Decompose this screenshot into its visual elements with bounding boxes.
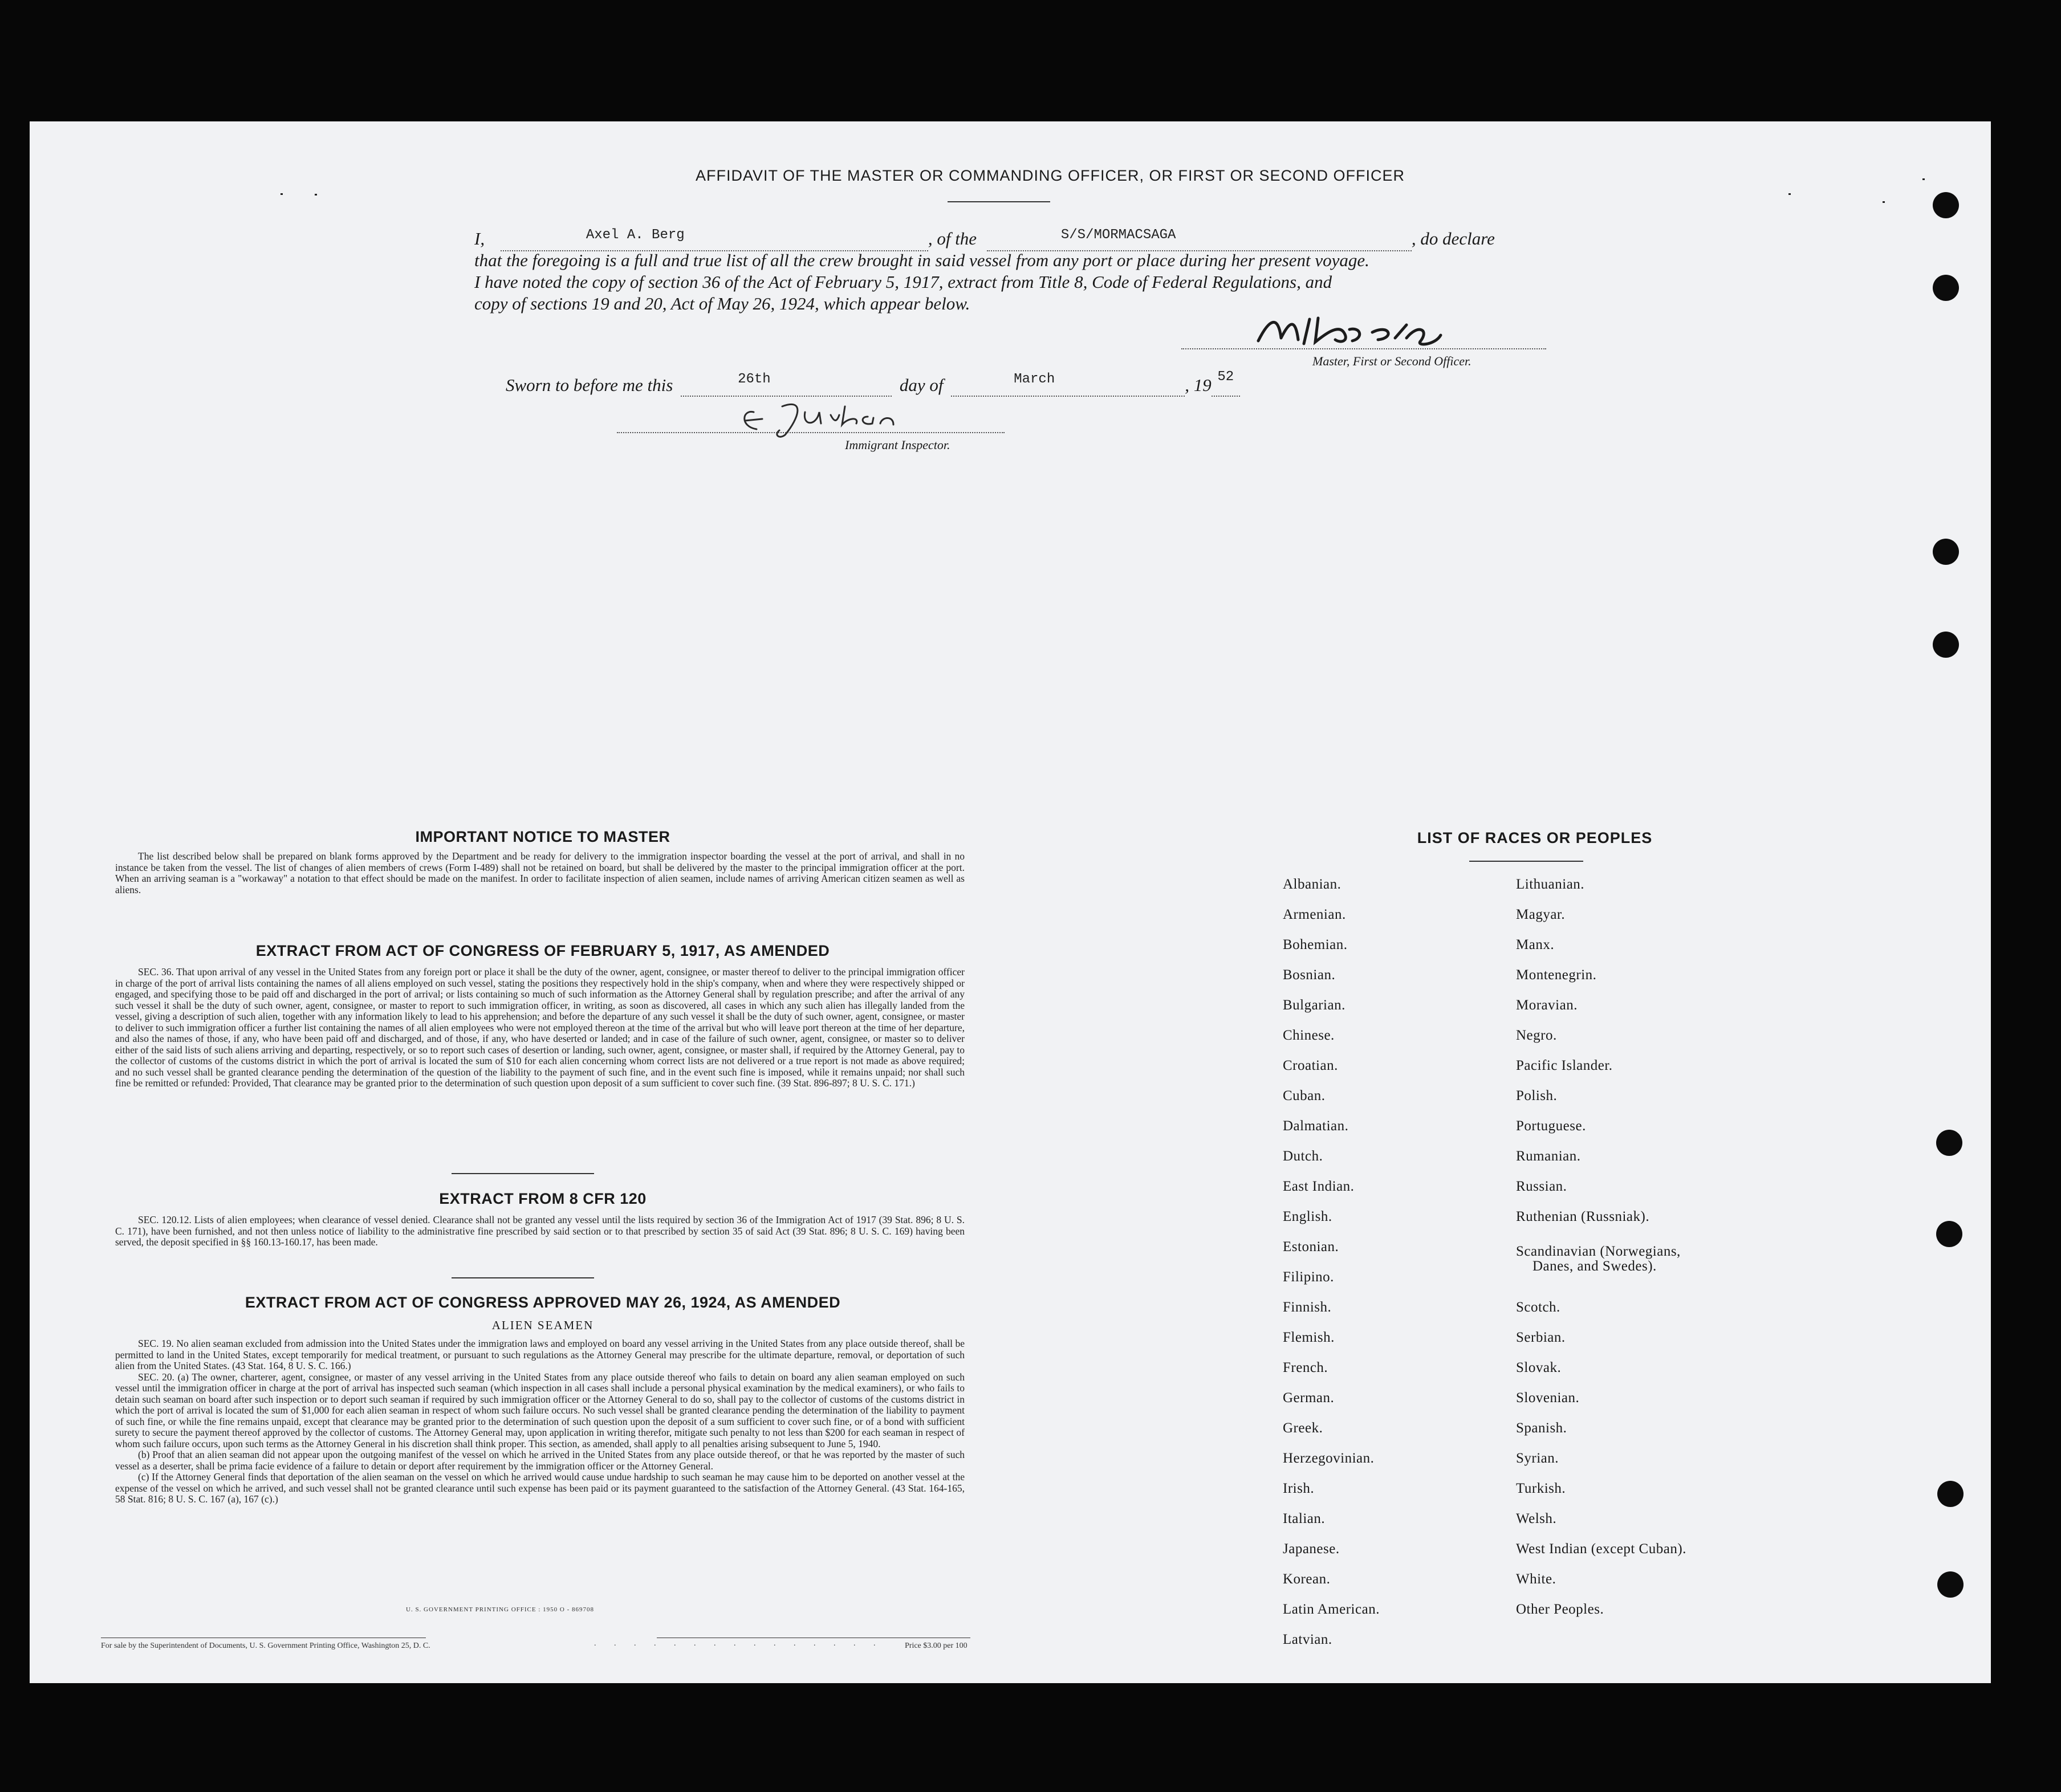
punch-hole [1933,539,1959,565]
title-rule [948,201,1050,202]
race-item: Estonian. [1283,1239,1339,1255]
footer-price: Price $3.00 per 100 [905,1642,968,1650]
race-item: West Indian (except Cuban). [1516,1541,1686,1557]
affidavit-title: AFFIDAVIT OF THE MASTER OR COMMANDING OFFICER, OR FIRST OR SECOND OFFICER [695,167,1405,184]
notice-title: IMPORTANT NOTICE TO MASTER [415,828,670,845]
vessel-value: S/S/MORMACSAGA [1060,227,1176,243]
master-signature-line [1181,348,1546,349]
race-item: Scotch. [1516,1300,1560,1315]
punch-hole [1933,275,1959,301]
do-declare-label: , do declare [1411,229,1495,249]
sec-19-paragraph: SEC. 19. No alien seaman excluded from admission into the United States under the immigration laws and employed on board any vessel arriving in the United States from any place outside thereof, shall be permitted to land in the United States, except temporarily for medical treatment, or pursuant to such regulations as the Attorney General may prescribe for the ultimate departure, removal, or deportation of such alien from the United States. (43 Stat. 164, 8 U. S. C. 166.) [115,1338,965,1371]
race-item: Finnish. [1283,1300,1332,1315]
race-item: Lithuanian. [1516,877,1585,892]
extract-1924-title: EXTRACT FROM ACT OF CONGRESS APPROVED MAY 26, 1924, AS AMENDED [245,1294,841,1311]
race-item: Polish. [1516,1088,1558,1103]
sec-20a-paragraph: SEC. 20. (a) The owner, charterer, agent, consignee, or master of any vessel arriving in the United States from any place outside thereof who fails to detain on board any alien seaman employed on such vessel until the immigration officer in charge at the port of arrival has inspected such seaman (which inspection in all cases shall include a personal physical examination by the medical examiners), or who fails to detain such seaman on board after such inspection or to deport such seaman if required by such immigration officer or the Attorney General to do so, shall pay to the collector of customs of the customs district in which the port of arrival is located the sum of $1,000 for each alien seaman in respect of whom such failure occurs. No such vessel shall be granted clearance pending the determination of the liability to payment of such fine, or while the fine remains unpaid, except that clearance may be granted prior to the determination of such question upon the deposit of a sum sufficient to cover such fine, or of a bond with sufficient surety to secure the payment thereof approved by the collector of customs. The Attorney General may, upon application in writing therefor, mitigate such penalty to not less than $200 for each seaman in respect of whom such failure occurs, upon such terms as the Attorney General in his discretion shall think proper. This section, as amended, shall apply to all penalties arising subsequent to June 5, 1940. [115,1371,965,1449]
of-the-label: , of the [928,229,977,249]
inspector-signature [731,395,959,441]
race-item: Syrian. [1516,1451,1559,1466]
race-item: Slovak. [1516,1360,1562,1375]
race-item: Bulgarian. [1283,997,1345,1013]
race-item: Albanian. [1283,877,1342,892]
inspector-title: Immigrant Inspector. [845,438,950,452]
race-item: Welsh. [1516,1511,1557,1526]
race-item: Cuban. [1283,1088,1326,1103]
master-name-field[interactable] [501,227,928,251]
race-item: Moravian. [1516,997,1578,1013]
races-title-rule [1469,861,1583,862]
race-item: Pacific Islander. [1516,1058,1613,1073]
race-item: French. [1283,1360,1328,1375]
punch-hole [1937,1481,1964,1507]
race-item: Montenegrin. [1516,967,1597,983]
race-item: Filipino. [1283,1269,1334,1285]
notice-paragraph: The list described below shall be prepared on blank forms approved by the Department and be ready for delivery to the immigration inspector boarding the vessel at the port of arrival, and shall in no instance be taken from the vessel. The list of changes of alien members of crews (Form I-489) shall not be retained on board, but shall be delivered by the master to the principal immigration officer at the port. When an arriving seaman is a "workaway" a notation to that effect should be made on the manifest. In order to facilitate inspection of alien seamen, include names of arriving American citizen seamen as well as aliens. [115,850,965,895]
race-item: Japanese. [1283,1541,1340,1557]
race-item: Danes, and Swedes). [1532,1259,1657,1274]
race-item: Russian. [1516,1179,1567,1194]
race-item: White. [1516,1571,1556,1587]
master-name-value: Axel A. Berg [586,227,685,243]
race-item: Manx. [1516,937,1555,952]
affidavit-line-3: I have noted the copy of section 36 of the Act of February 5, 1917, extract from Title 8, Code of Federal Regulations, and [474,272,1332,292]
races-title: LIST OF RACES OR PEOPLES [1417,829,1653,846]
race-item: Irish. [1283,1481,1315,1496]
race-item: Korean. [1283,1571,1331,1587]
year-field[interactable] [1212,369,1240,397]
notice-text [115,851,965,895]
punch-hole [1933,632,1959,658]
extract-cfr-title: EXTRACT FROM 8 CFR 120 [439,1190,647,1207]
dust-speck [315,194,317,196]
race-item: Croatian. [1283,1058,1338,1073]
race-item: Turkish. [1516,1481,1566,1496]
punch-hole [1936,1221,1962,1247]
dust-speck [281,193,283,195]
extract-1924-text [115,1338,965,1505]
race-item: East Indian. [1283,1179,1355,1194]
race-item: English. [1283,1209,1332,1224]
i-label: I, [474,229,485,249]
extract-1924-subtitle: ALIEN SEAMEN [491,1318,594,1332]
affidavit-line-4: copy of sections 19 and 20, Act of May 26, 1924, which appear below. [474,294,970,313]
punch-hole [1937,1571,1964,1598]
sec-20b-paragraph: (b) Proof that an alien seaman did not appear upon the outgoing manifest of the vessel on which he arrived in the United States from any place outside thereof, or that he was reported by the master of such vessel as a deserter, shall be prima facie evidence of a failure to detain or deport after requirement by the immigration officer or the Attorney General. [115,1449,965,1472]
sworn-line [506,369,1240,397]
race-item: Herzegovinian. [1283,1451,1375,1466]
race-item: Negro. [1516,1028,1557,1043]
form-page [30,121,1991,1683]
race-item: Magyar. [1516,907,1566,922]
extract-cfr-paragraph: SEC. 120.12. Lists of alien employees; when clearance of vessel denied. Clearance shall not be granted any vessel until the lists required by section 36 of the Immigration Act of 1917 (39 Stat. 896; 8 U. S. C. 171), have been furnished, and not then unless notice of liability to the administrative fine prescribed by said section or to that prescribed by section 35 of said Act (39 Stat. 896; 8 U. S. C. 169) having been served, the deposit specified in §§ 160.13-160.17, has been made. [115,1214,965,1248]
race-item: Latin American. [1283,1602,1380,1617]
day-of-label: day of [899,375,944,395]
dust-speck [1922,178,1925,180]
race-item: Serbian. [1516,1330,1566,1345]
extract-1917-title: EXTRACT FROM ACT OF CONGRESS OF FEBRUARY 5, 1917, AS AMENDED [255,942,830,959]
race-item: Latvian. [1283,1632,1332,1647]
race-item: Flemish. [1283,1330,1335,1345]
race-item: German. [1283,1390,1335,1406]
sworn-label: Sworn to before me this [506,375,673,395]
sworn-month-field[interactable] [951,372,1185,397]
dust-speck [1883,201,1885,203]
punch-hole [1936,1130,1962,1156]
year-value: 52 [1217,369,1234,385]
dust-speck [1788,193,1791,195]
race-item: Dalmatian. [1283,1118,1349,1134]
footer-leader-dots: . . . . . . . . . . . . . . . [594,1639,884,1648]
race-item: Dutch. [1283,1148,1323,1164]
race-item: Bosnian. [1283,967,1336,983]
race-item: Armenian. [1283,907,1346,922]
year-prefix: , 19 [1185,375,1212,395]
race-item: Slovenian. [1516,1390,1580,1406]
race-item: Chinese. [1283,1028,1335,1043]
divider-2 [452,1277,594,1278]
sworn-day-field[interactable] [681,372,892,397]
master-signature [1224,312,1566,347]
extract-1917-text [115,967,965,1089]
punch-hole [1933,192,1959,218]
race-item: Other Peoples. [1516,1602,1604,1617]
race-item: Italian. [1283,1511,1326,1526]
footer-sale-text: For sale by the Superintendent of Documents, U. S. Government Printing Office, Washington 25, D. C. [101,1642,430,1650]
inspector-signature-line [617,432,1005,433]
race-item: Portuguese. [1516,1118,1586,1134]
race-item: Bohemian. [1283,937,1348,952]
race-item: Greek. [1283,1420,1323,1436]
extract-cfr-text [115,1215,965,1248]
signer-title: Master, First or Second Officer. [1312,354,1471,368]
sworn-month-value: March [1014,372,1055,387]
race-item: Rumanian. [1516,1148,1581,1164]
extract-1917-paragraph: SEC. 36. That upon arrival of any vessel in the United States from any foreign port or place it shall be the duty of the owner, agent, consignee, or master thereof to deliver to the principal immigration officer in charge of the port of arrival lists containing the names of all aliens employed on such vessel, stating the positions they respectively hold in the ship's company, when and where they were respectively shipped or engaged, and specifying those to be paid off and discharged in the port of arrival; or lists containing so much of such information as the Attorney General shall by regulation prescribe; and after the arrival of any such vessel it shall be the duty of such owner, agent, consignee, or master to report to such immigration officer, in writing, as soon as discovered, all cases in which any such alien has illegally landed from the vessel, giving a description of such alien, together with any information likely to lead to his apprehension; and before the departure of any such vessel it shall be the duty of such owner, agent, consignee, or master to deliver to such immigration officer a further list containing the names of all alien employees who were not employed thereon at the time of the arrival but who will leave port thereon at the time of her departure, and also the names of those, if any, who have been paid off and discharged, and of those, if any, who have deserted or landed; and in case of the failure of such owner, agent, consignee, or master so to deliver either of the said lists of such aliens arriving and departing, respectively, or so to report such cases of desertion or landing, such owner, agent, consignee, or master shall, if required by the Attorney General, pay to the collector of customs of the customs district in which the port of arrival is located the sum of $10 for each alien concerning whom correct lists are not delivered or a true report is not made as above required; and no such vessel shall be granted clearance pending the determination of the question of the liability to the payment of such fine, and in the event such fine is imposed, while it remains unpaid; nor shall such fine be remitted or refunded: Provided, That clearance may be granted prior to the determination of such question upon deposit of a sum sufficient to cover such fine. (39 Stat. 896-897; 8 U. S. C. 171.) [115,966,965,1089]
vessel-field[interactable] [987,227,1412,251]
affidavit-line-1 [474,227,1580,251]
sec-20c-paragraph: (c) If the Attorney General finds that deportation of the alien seaman on the vessel on which he arrived would cause undue hardship to such seaman he may cause him to be deported on another vessel at the expense of the vessel on which he arrived, and such vessel shall not be granted clearance until such expense has been paid or its payment guaranteed to the satisfaction of the Attorney General. (43 Stat. 164-165, 58 Stat. 816; 8 U. S. C. 167 (a), 167 (c).) [115,1471,965,1505]
race-item: Ruthenian (Russniak). [1516,1209,1650,1224]
divider-1 [452,1173,594,1174]
sworn-day-value: 26th [738,372,771,387]
race-item: Scandinavian (Norwegians, [1516,1244,1681,1259]
race-item: Spanish. [1516,1420,1567,1436]
printing-office-note: U. S. GOVERNMENT PRINTING OFFICE : 1950 O - 869708 [406,1606,595,1613]
affidavit-line-2: that the foregoing is a full and true list of all the crew brought in said vessel from any port or place during her present voyage. [474,250,1369,270]
